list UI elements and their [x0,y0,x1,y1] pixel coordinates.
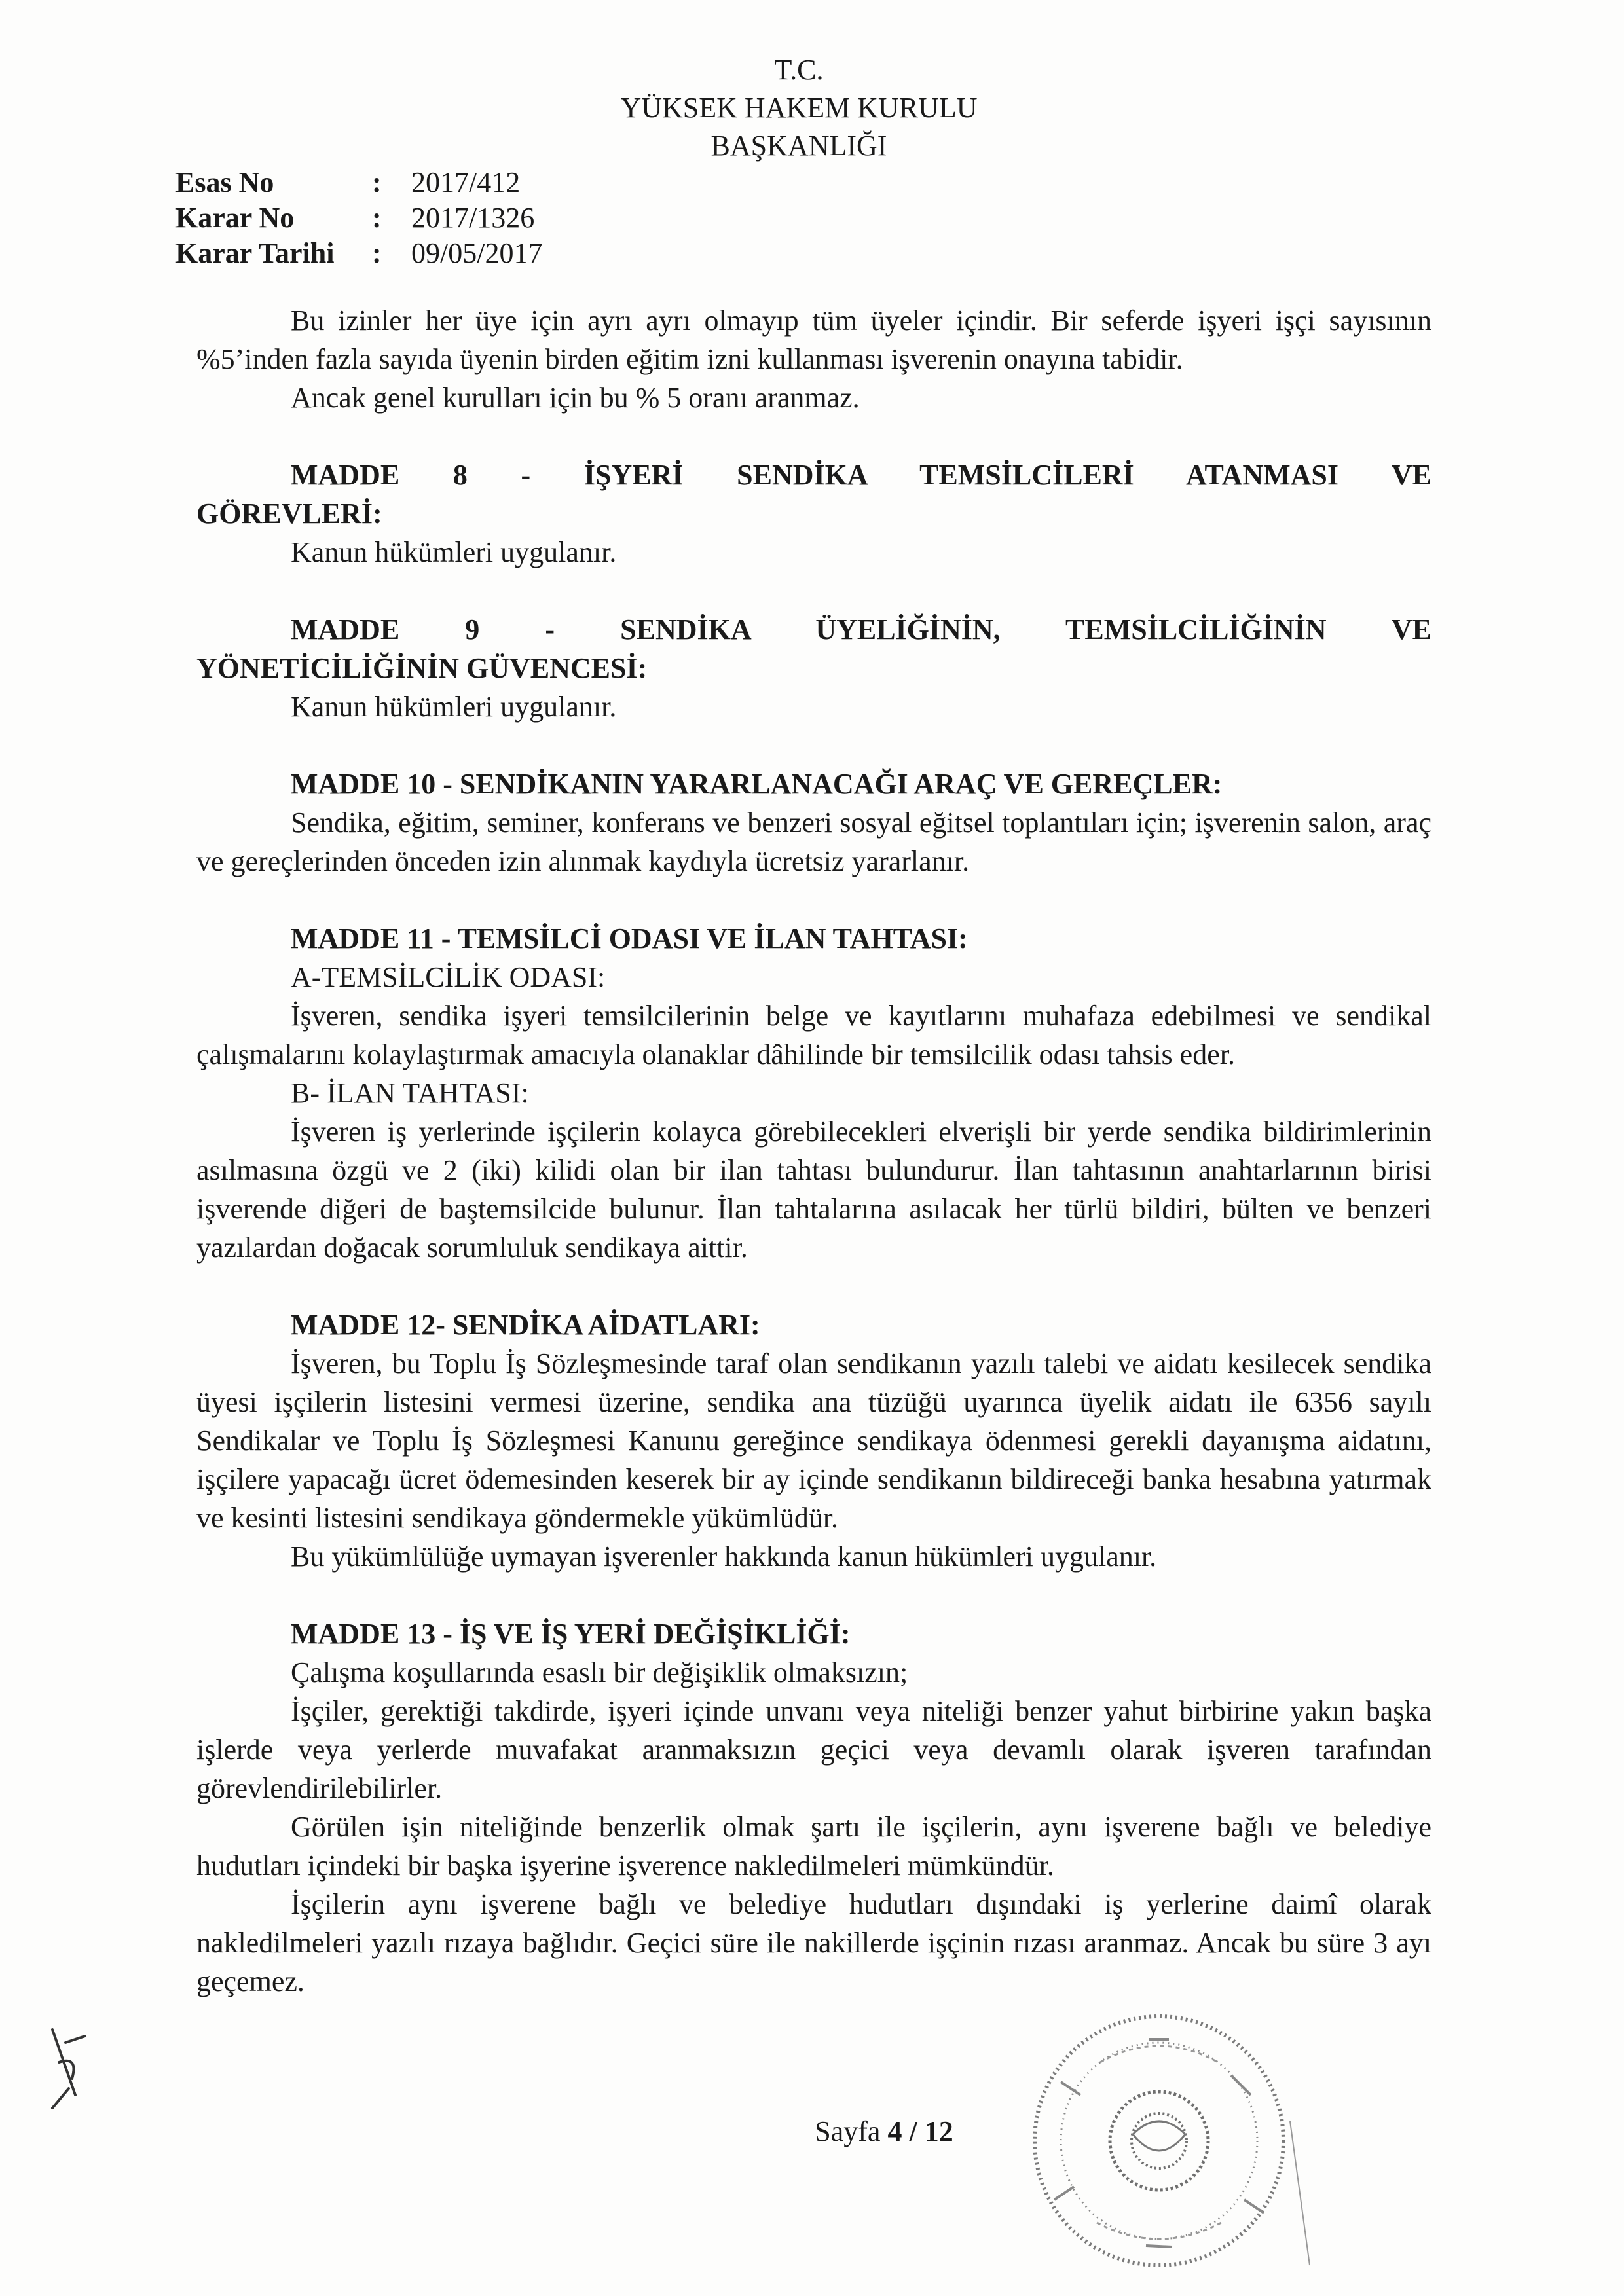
header-institution: YÜKSEK HAKEM KURULU [620,92,978,124]
decision-date-row [175,234,542,272]
case-number-colon: : [372,166,382,198]
page-separator: / [909,2115,917,2147]
decision-number-row [175,199,534,237]
header-presidency: BAŞKANLIĞI [710,130,887,162]
article-8-text: Kanun hükümleri uygulanır. [291,536,617,568]
article-12-text: İşveren, bu Toplu İş Sözleşmesinde taraf olan sendikanın yazılı talebi ve aidatı kesilecek sendika üyesi işçilerin listesini vermesi üzerine, sendika ana tüzüğü uyarınca üyelik aidatı ile 6356 sayılı Sendikalar ve Toplu İş Sözleşmesi Kanunu gereğince sendikaya ödenmesi gerekli dayanışma aidatını, işçilere yapacağı ücret ödemesinden keserek bir ay içinde sendikanın bildireceği banka hesabına yatırmak ve kesinti listesini sendikaya göndermekle yükümlüdür. [196,1347,1431,1534]
article-13-text-3: Görülen işin niteliğinde benzerlik olmak şartı ile işçilerin, aynı işverene bağlı ve belediye hudutları içindeki bir başka işyerine işverence nakledilmeleri mümkündür. [196,1811,1431,1882]
page-number [753,2115,1015,2148]
paragraph-general-assembly: Ancak genel kurulları için bu % 5 oranı aranmaz. [291,382,860,414]
signature-mark-icon [39,2016,98,2115]
paragraph-education-leave: Bu izinler her üye için ayrı ayrı olmayıp tüm üyeler içindir. Bir seferde işyeri işçi sayısının %5’inden fazla sayıda üyenin birden eğitim izni kullanması işverenin onayına tabidir. [196,304,1431,375]
case-number-value: 2017/412 [411,166,521,198]
article-11-heading: MADDE 11 - TEMSİLCİ ODASI VE İLAN TAHTASI: [291,922,968,955]
page-current: 4 [887,2115,902,2147]
decision-date-colon: : [372,237,382,269]
article-13-text-4: İşçilerin aynı işverene bağlı ve belediye hudutları dışındaki iş yerlerine daimî olarak nakledilmeleri yazılı rızaya bağlıdır. Geçici süre ile nakillerde işçinin rızası aranmaz. Ancak bu süre 3 ayı geçemez. [196,1888,1431,1997]
article-13-heading: MADDE 13 - İŞ VE İŞ YERİ DEĞİŞİKLİĞİ: [291,1618,851,1650]
article-11-b-text: İşveren iş yerlerinde işçilerin kolayca görebilecekleri elverişli bir yerde sendika bildirimlerinin asılmasına özgü ve 2 (iki) kilidi olan bir ilan tahtası bulundurur. İlan tahtasının anahtarlarının birisi işverende diğeri de baştemsilcide bulunur. İlan tahtalarına asılacak her türlü bildiri, bülten ve benzeri yazılardan doğacak sorumluluk sendikaya aittir. [196,1116,1431,1264]
decision-number-value: 2017/1326 [411,202,535,234]
page-prefix: Sayfa [815,2115,881,2147]
decision-date-value: 09/05/2017 [411,237,543,269]
article-10-heading: MADDE 10 - SENDİKANIN YARARLANACAĞI ARAÇ VE GEREÇLER: [291,768,1223,800]
article-12-text-2: Bu yükümlülüğe uymayan işverenler hakkında kanun hükümleri uygulanır. [291,1540,1157,1573]
article-11-a-text: İşveren, sendika işyeri temsilcilerinin belge ve kayıtlarını muhafaza edebilmesi ve sendikal çalışmalarını kolaylaştırmak amacıyla olanaklar dâhilinde bir temsilcilik odası tahsis eder. [196,1000,1431,1070]
decision-number-colon: : [372,202,382,234]
page-total: 12 [924,2115,953,2147]
article-9-heading-cont: YÖNETİCİLİĞİNİN GÜVENCESİ: [196,652,648,684]
article-8-heading-cont: GÖREVLERİ: [196,498,382,530]
article-8-heading: MADDE 8 - İŞYERİ SENDİKA TEMSİLCİLERİ ATANMASI VE [291,459,1431,491]
decision-number-label: Karar No [175,202,295,234]
header-tc: T.C. [774,54,824,86]
article-9-heading: MADDE 9 - SENDİKA ÜYELİĞİNİN, TEMSİLCİLİĞİNİN VE [291,613,1431,646]
article-12-heading: MADDE 12- SENDİKA AİDATLARI: [291,1309,760,1341]
case-number-label: Esas No [175,166,274,198]
document-body [196,301,1431,2001]
case-number-row [175,164,520,202]
article-11-a-title: A-TEMSİLCİLİK ODASI: [291,961,606,993]
official-seal-stamp [982,2003,1323,2278]
article-10-text: Sendika, eğitim, seminer, konferans ve benzeri sosyal eğitsel toplantıları için; işverenin salon, araç ve gereçlerinden önceden izin alınmak kaydıyla ücretsiz yararlanır. [196,807,1431,877]
article-13-text-2: İşçiler, gerektiği takdirde, işyeri içinde unvanı veya niteliği benzer yahut birbirine yakın başka işlerde veya yerlerde muvafakat aranmaksızın geçici veya devamlı olarak işveren tarafından görevlendirilebilirler. [196,1695,1431,1804]
decision-date-label: Karar Tarihi [175,237,335,269]
article-13-text-1: Çalışma koşullarında esaslı bir değişiklik olmaksızın; [291,1656,908,1688]
article-11-b-title: B- İLAN TAHTASI: [291,1077,529,1109]
article-9-text: Kanun hükümleri uygulanır. [291,691,617,723]
